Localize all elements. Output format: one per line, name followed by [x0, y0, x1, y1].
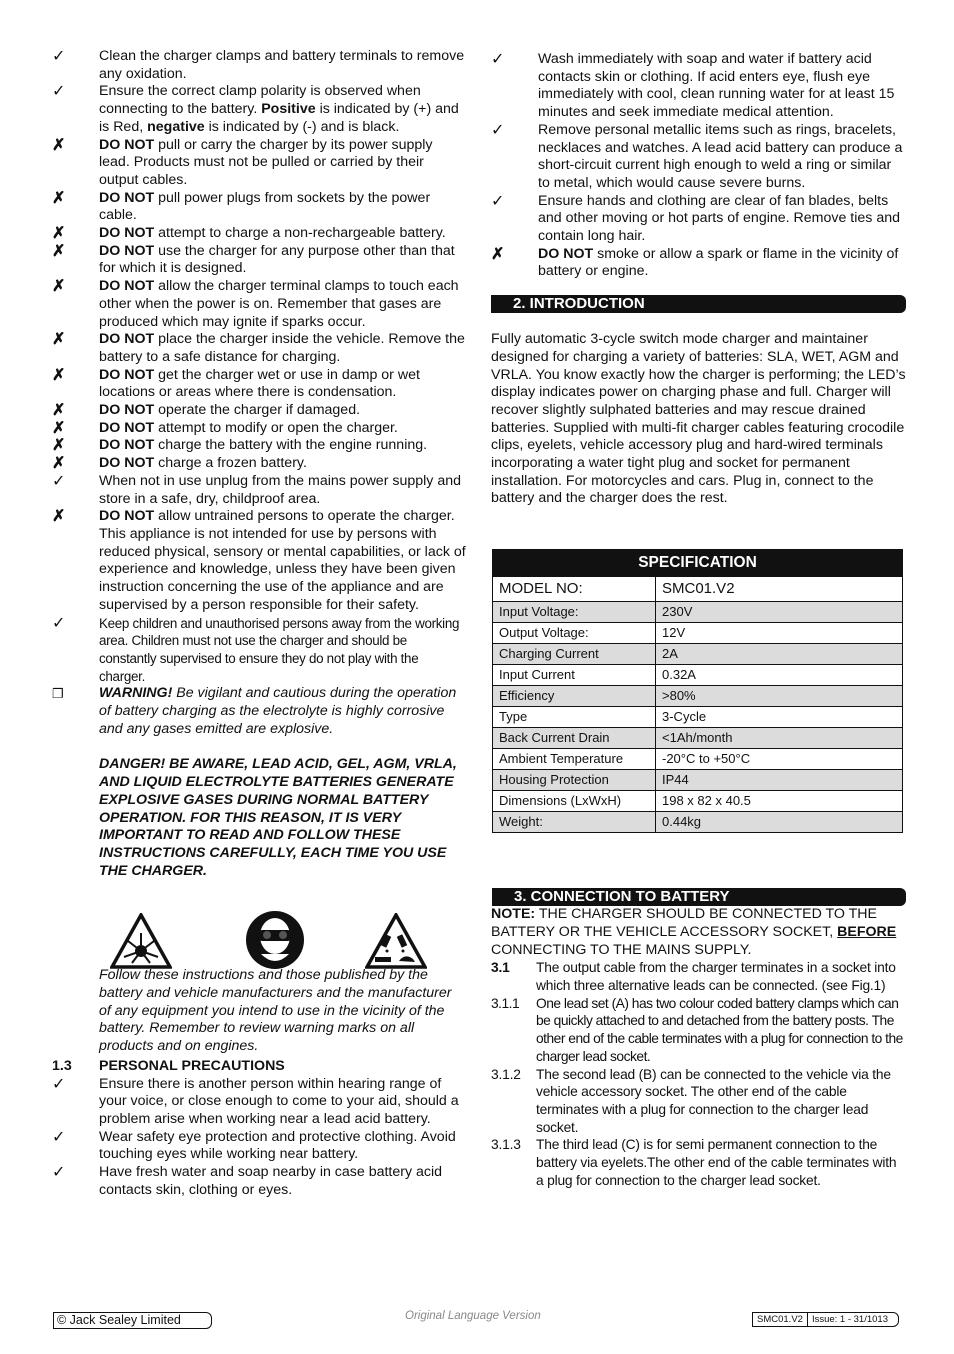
item-number: 3.1.1: [491, 995, 520, 1011]
specification-title: SPECIFICATION: [493, 550, 903, 577]
warning-item: [52, 685, 467, 738]
check-icon: ✓: [491, 192, 505, 210]
spec-label: Dimensions (LxWxH): [493, 791, 656, 812]
item-emphasis: DO NOT: [99, 419, 155, 436]
table-row: [493, 707, 903, 728]
warning-icons: [110, 913, 467, 975]
spec-value: <1Ah/month: [656, 728, 903, 749]
table-row: [493, 623, 903, 644]
check-icon: ✓: [52, 614, 66, 632]
check-icon: ✓: [52, 48, 66, 65]
cross-icon: ✗: [52, 455, 66, 473]
list-item: [52, 137, 467, 190]
list-item: [491, 246, 906, 281]
item-text: Wash immediately with soap and water if battery acid contacts skin or clothing. If acid enters eye, flush eye immediately with cool, clean running water for at least 15 minutes and seek immediate medical attention.: [538, 51, 895, 121]
item-text: allow untrained persons to operate the charger. This appliance is not intended for use by persons with reduced physical, sensory or mental capabilities, or lack of experience and knowledge, unless they have been given instruction concerning the use of the appliance and are supervised by a person responsible for their safety.: [99, 508, 466, 613]
item-emphasis: DO NOT: [538, 245, 594, 262]
eye-protection-icon: [245, 910, 305, 970]
list-item: [52, 225, 467, 243]
table-row: [493, 602, 903, 623]
footer-issue: Issue: 1 - 31/1013: [807, 1313, 898, 1326]
item-emphasis: DO NOT: [99, 136, 155, 153]
spec-label: Ambient Temperature: [493, 749, 656, 770]
item-text: Keep children and unauthorised persons away from the working area. Children must not use the charger and should be constantly supervised to ensure they do not play with the charger.: [99, 615, 460, 684]
item-text: charge a frozen battery.: [154, 455, 307, 472]
numbered-item: [491, 1136, 906, 1189]
corrosive-warning-icon: [365, 913, 427, 969]
spec-label: Charging Current: [493, 644, 656, 665]
left-column: [52, 48, 467, 1199]
cross-icon: ✗: [52, 419, 66, 437]
table-row: [493, 770, 903, 791]
item-text: pull power plugs from sockets by the power cable.: [99, 189, 431, 224]
model-label: MODEL NO:: [493, 577, 656, 602]
cross-icon: ✗: [52, 366, 66, 384]
list-item: [52, 402, 467, 420]
item-text: The second lead (B) can be connected to the vehicle via the vehicle accessory socket. The other end of the cable terminates with a plug for connection to the charger lead socket.: [536, 1066, 891, 1135]
check-icon: ✓: [491, 121, 505, 139]
item-emphasis: DO NOT: [99, 437, 155, 454]
spec-value: 230V: [656, 602, 903, 623]
note-text-2: CONNECTING TO THE MAINS SUPPLY.: [491, 941, 752, 958]
numbered-item: [491, 995, 906, 1066]
section-title: PERSONAL PRECAUTIONS: [99, 1057, 285, 1074]
danger-text: DANGER! BE AWARE, LEAD ACID, GEL, AGM, VRLA, AND LIQUID ELECTROLYTE BATTERIES GENERATE EXPLOSIVE GASES DURING NORMAL BATTERY OPERATION. FOR THIS REASON, IT IS VERY IMPORTANT TO READ AND FOLLOW THESE INSTRUCTIONS CAREFULLY, EACH TIME YOU USE THE CHARGER.: [99, 756, 457, 879]
model-value: SMC01.V2: [656, 577, 903, 602]
item-text: Ensure the correct clamp polarity is observed when connecting to the battery. Positive is indicated by (+) and is Red, negative is indicated by (-) and is black.: [99, 83, 459, 135]
spec-label: Output Voltage:: [493, 623, 656, 644]
item-text: Remove personal metallic items such as rings, bracelets, necklaces and watches. A lead acid battery can produce a short-circuit current high enough to weld a ring or similar to metal, which would cause severe burns.: [538, 121, 903, 191]
spec-label: Input Current: [493, 665, 656, 686]
note-label: NOTE:: [491, 906, 536, 923]
item-text: allow the charger terminal clamps to touch each other when the power is on. Remember that gases are produced which may ignite if sparks occur.: [99, 278, 459, 330]
connection-heading: 3. CONNECTION TO BATTERY: [492, 888, 906, 906]
item-text: attempt to modify or open the charger.: [154, 419, 398, 436]
check-icon: ✓: [52, 1075, 66, 1093]
list-item: [52, 1129, 467, 1164]
warning-text: Be vigilant and cautious during the operation of battery charging as the electrolyte is highly corrosive and any gases emitted are explosive.: [99, 685, 457, 737]
item-emphasis: DO NOT: [99, 278, 155, 295]
language-label: Original Language Version: [405, 1310, 541, 1322]
section-number: 1.3: [52, 1057, 72, 1074]
spec-value: 3-Cycle: [656, 707, 903, 728]
connection-note: [491, 906, 906, 959]
item-text: Clean the charger clamps and battery terminals to remove any oxidation.: [99, 48, 465, 82]
spec-label: Housing Protection: [493, 770, 656, 791]
item-emphasis: DO NOT: [99, 366, 155, 383]
item-text: Ensure there is another person within hearing range of your voice, or close enough to come to your aid, should a problem arise when working near a lead acid battery.: [99, 1075, 459, 1127]
check-icon: ✓: [491, 51, 505, 68]
numbered-item: [491, 1066, 906, 1137]
specification-table: [492, 549, 903, 833]
list-item: [52, 508, 467, 614]
cross-icon: ✗: [52, 242, 66, 260]
list-item: [52, 437, 467, 455]
cross-icon: ✗: [52, 331, 66, 349]
spec-value: 0.32A: [656, 665, 903, 686]
spec-value: IP44: [656, 770, 903, 791]
note-text-1: THE CHARGER SHOULD BE CONNECTED TO THE BATTERY OR THE VEHICLE ACCESSORY SOCKET,: [491, 906, 878, 940]
note-before: BEFORE: [837, 923, 897, 940]
item-text: One lead set (A) has two colour coded battery clamps which can be quickly attached to and detached from the battery posts. The other end of the cable terminates with a plug for connection to the charger lead socket.: [536, 995, 903, 1064]
item-text: pull or carry the charger by its power supply lead. Products must not be pulled or carried by their output cables.: [99, 136, 433, 188]
numbered-item: [491, 959, 906, 994]
cross-icon: ✗: [52, 437, 66, 455]
spec-value: 2A: [656, 644, 903, 665]
list-item: [52, 278, 467, 331]
issue-box: [752, 1312, 899, 1327]
item-text: get the charger wet or use in damp or wet locations or areas where there is condensation.: [99, 366, 420, 401]
list-item: [491, 51, 906, 122]
table-row: [493, 749, 903, 770]
warning-label: WARNING!: [99, 685, 173, 702]
spec-value: 0.44kg: [656, 812, 903, 833]
item-emphasis: DO NOT: [99, 225, 155, 242]
spec-value: >80%: [656, 686, 903, 707]
introduction-text: Fully automatic 3-cycle switch mode charger and maintainer designed for charging a variety of batteries: SLA, WET, AGM and VRLA. You know exactly how the charger is performing; the LED’s display indicates power on charging phase and full. Charger will recover slightly sulphated batteries and may rescue drained batteries. Supplied with multi-fit charger cables featuring crocodile clips, eyelets, vehicle accessory plug and hard-wired terminals incorporating a water tight plug and socket for permanent installation. For motorcycles and cars. Plug in, connect to the battery and the charger does the rest.: [491, 331, 906, 507]
personal-list: [52, 1076, 467, 1200]
connection-list: [491, 959, 906, 1189]
spec-label: Back Current Drain: [493, 728, 656, 749]
table-row: [493, 812, 903, 833]
item-emphasis: DO NOT: [99, 331, 155, 348]
cross-icon: ✗: [52, 225, 66, 243]
item-emphasis: DO NOT: [99, 402, 155, 419]
spec-value: -20°C to +50°C: [656, 749, 903, 770]
table-row: [493, 686, 903, 707]
cross-icon: ✗: [491, 245, 505, 263]
follow-text: Follow these instructions and those published by the battery and vehicle manufacturers and the manufacturer of any equipment you intend to use in the vicinity of the battery. Remember to review warning marks on all products and on engines.: [99, 967, 452, 1055]
list-item: [491, 193, 906, 246]
cross-icon: ✗: [52, 136, 66, 154]
right-column: [491, 51, 906, 1189]
check-icon: ✓: [52, 83, 66, 101]
box-icon: ❒: [52, 686, 64, 702]
item-text: smoke or allow a spark or flame in the vicinity of battery or engine.: [538, 245, 899, 280]
list-item: [52, 615, 467, 686]
item-text: attempt to charge a non-rechargeable battery.: [154, 225, 446, 242]
item-text: When not in use unplug from the mains power supply and store in a safe, dry, childproof area.: [99, 472, 461, 507]
item-text: The output cable from the charger terminates in a socket into which three alternative leads can be connected. (see Fig.1): [536, 960, 896, 993]
item-emphasis: DO NOT: [99, 455, 155, 472]
explosive-warning-icon: [110, 913, 172, 969]
list-item: [52, 331, 467, 366]
item-emphasis: DO NOT: [99, 189, 155, 206]
list-item: [52, 1076, 467, 1129]
cross-icon: ✗: [52, 189, 66, 207]
table-row: [493, 644, 903, 665]
spec-label: Type: [493, 707, 656, 728]
item-number: 3.1.3: [491, 1137, 521, 1153]
list-item: [52, 473, 467, 508]
list-item: [52, 420, 467, 438]
item-emphasis: DO NOT: [99, 242, 155, 259]
check-icon: ✓: [52, 1128, 66, 1146]
item-text: Ensure hands and clothing are clear of fan blades, belts and other moving or hot parts of engine. Remove ties and contain long hair.: [538, 192, 900, 245]
spec-label: Input Voltage:: [493, 602, 656, 623]
item-number: 3.1.2: [491, 1066, 521, 1082]
acid-safety-list: [491, 51, 906, 281]
list-item: [52, 367, 467, 402]
check-icon: ✓: [52, 1164, 66, 1182]
list-item: [52, 83, 467, 136]
personal-heading: [52, 1058, 467, 1076]
item-text: Have fresh water and soap nearby in case battery acid contacts skin, clothing or eyes.: [99, 1164, 443, 1198]
table-row: [493, 728, 903, 749]
item-text: Wear safety eye protection and protective clothing. Avoid touching eyes while working near battery.: [99, 1128, 456, 1163]
item-text: operate the charger if damaged.: [154, 402, 361, 419]
cross-icon: ✗: [52, 278, 66, 296]
item-text: place the charger inside the vehicle. Remove the battery to a safe distance for charging.: [99, 331, 465, 365]
copyright-label: © Jack Sealey Limited: [53, 1312, 212, 1329]
check-icon: ✓: [52, 472, 66, 490]
spec-value: 198 x 82 x 40.5: [656, 791, 903, 812]
spec-value: 12V: [656, 623, 903, 644]
list-item: [52, 243, 467, 278]
cross-icon: ✗: [52, 508, 66, 526]
spec-label: Weight:: [493, 812, 656, 833]
item-text: use the charger for any purpose other than that for which it is designed.: [99, 242, 455, 277]
list-item: [491, 122, 906, 193]
item-number: 3.1: [491, 960, 510, 976]
list-item: [52, 190, 467, 225]
introduction-heading: 2. INTRODUCTION: [491, 295, 906, 313]
table-row: [493, 665, 903, 686]
list-item: [52, 48, 467, 83]
list-item: [52, 455, 467, 473]
item-text: The third lead (C) is for semi permanent connection to the battery via eyelets.The other end of the cable terminates with a plug for connection to the charger lead socket.: [536, 1137, 897, 1188]
cross-icon: ✗: [52, 402, 66, 420]
table-row: [493, 791, 903, 812]
item-emphasis: DO NOT: [99, 508, 155, 525]
footer-model: SMC01.V2: [757, 1314, 803, 1325]
follow-text-item: [52, 967, 467, 1056]
safety-list: [52, 48, 467, 685]
item-text: charge the battery with the engine running.: [154, 437, 428, 454]
list-item: [52, 1164, 467, 1199]
spec-label: Efficiency: [493, 686, 656, 707]
